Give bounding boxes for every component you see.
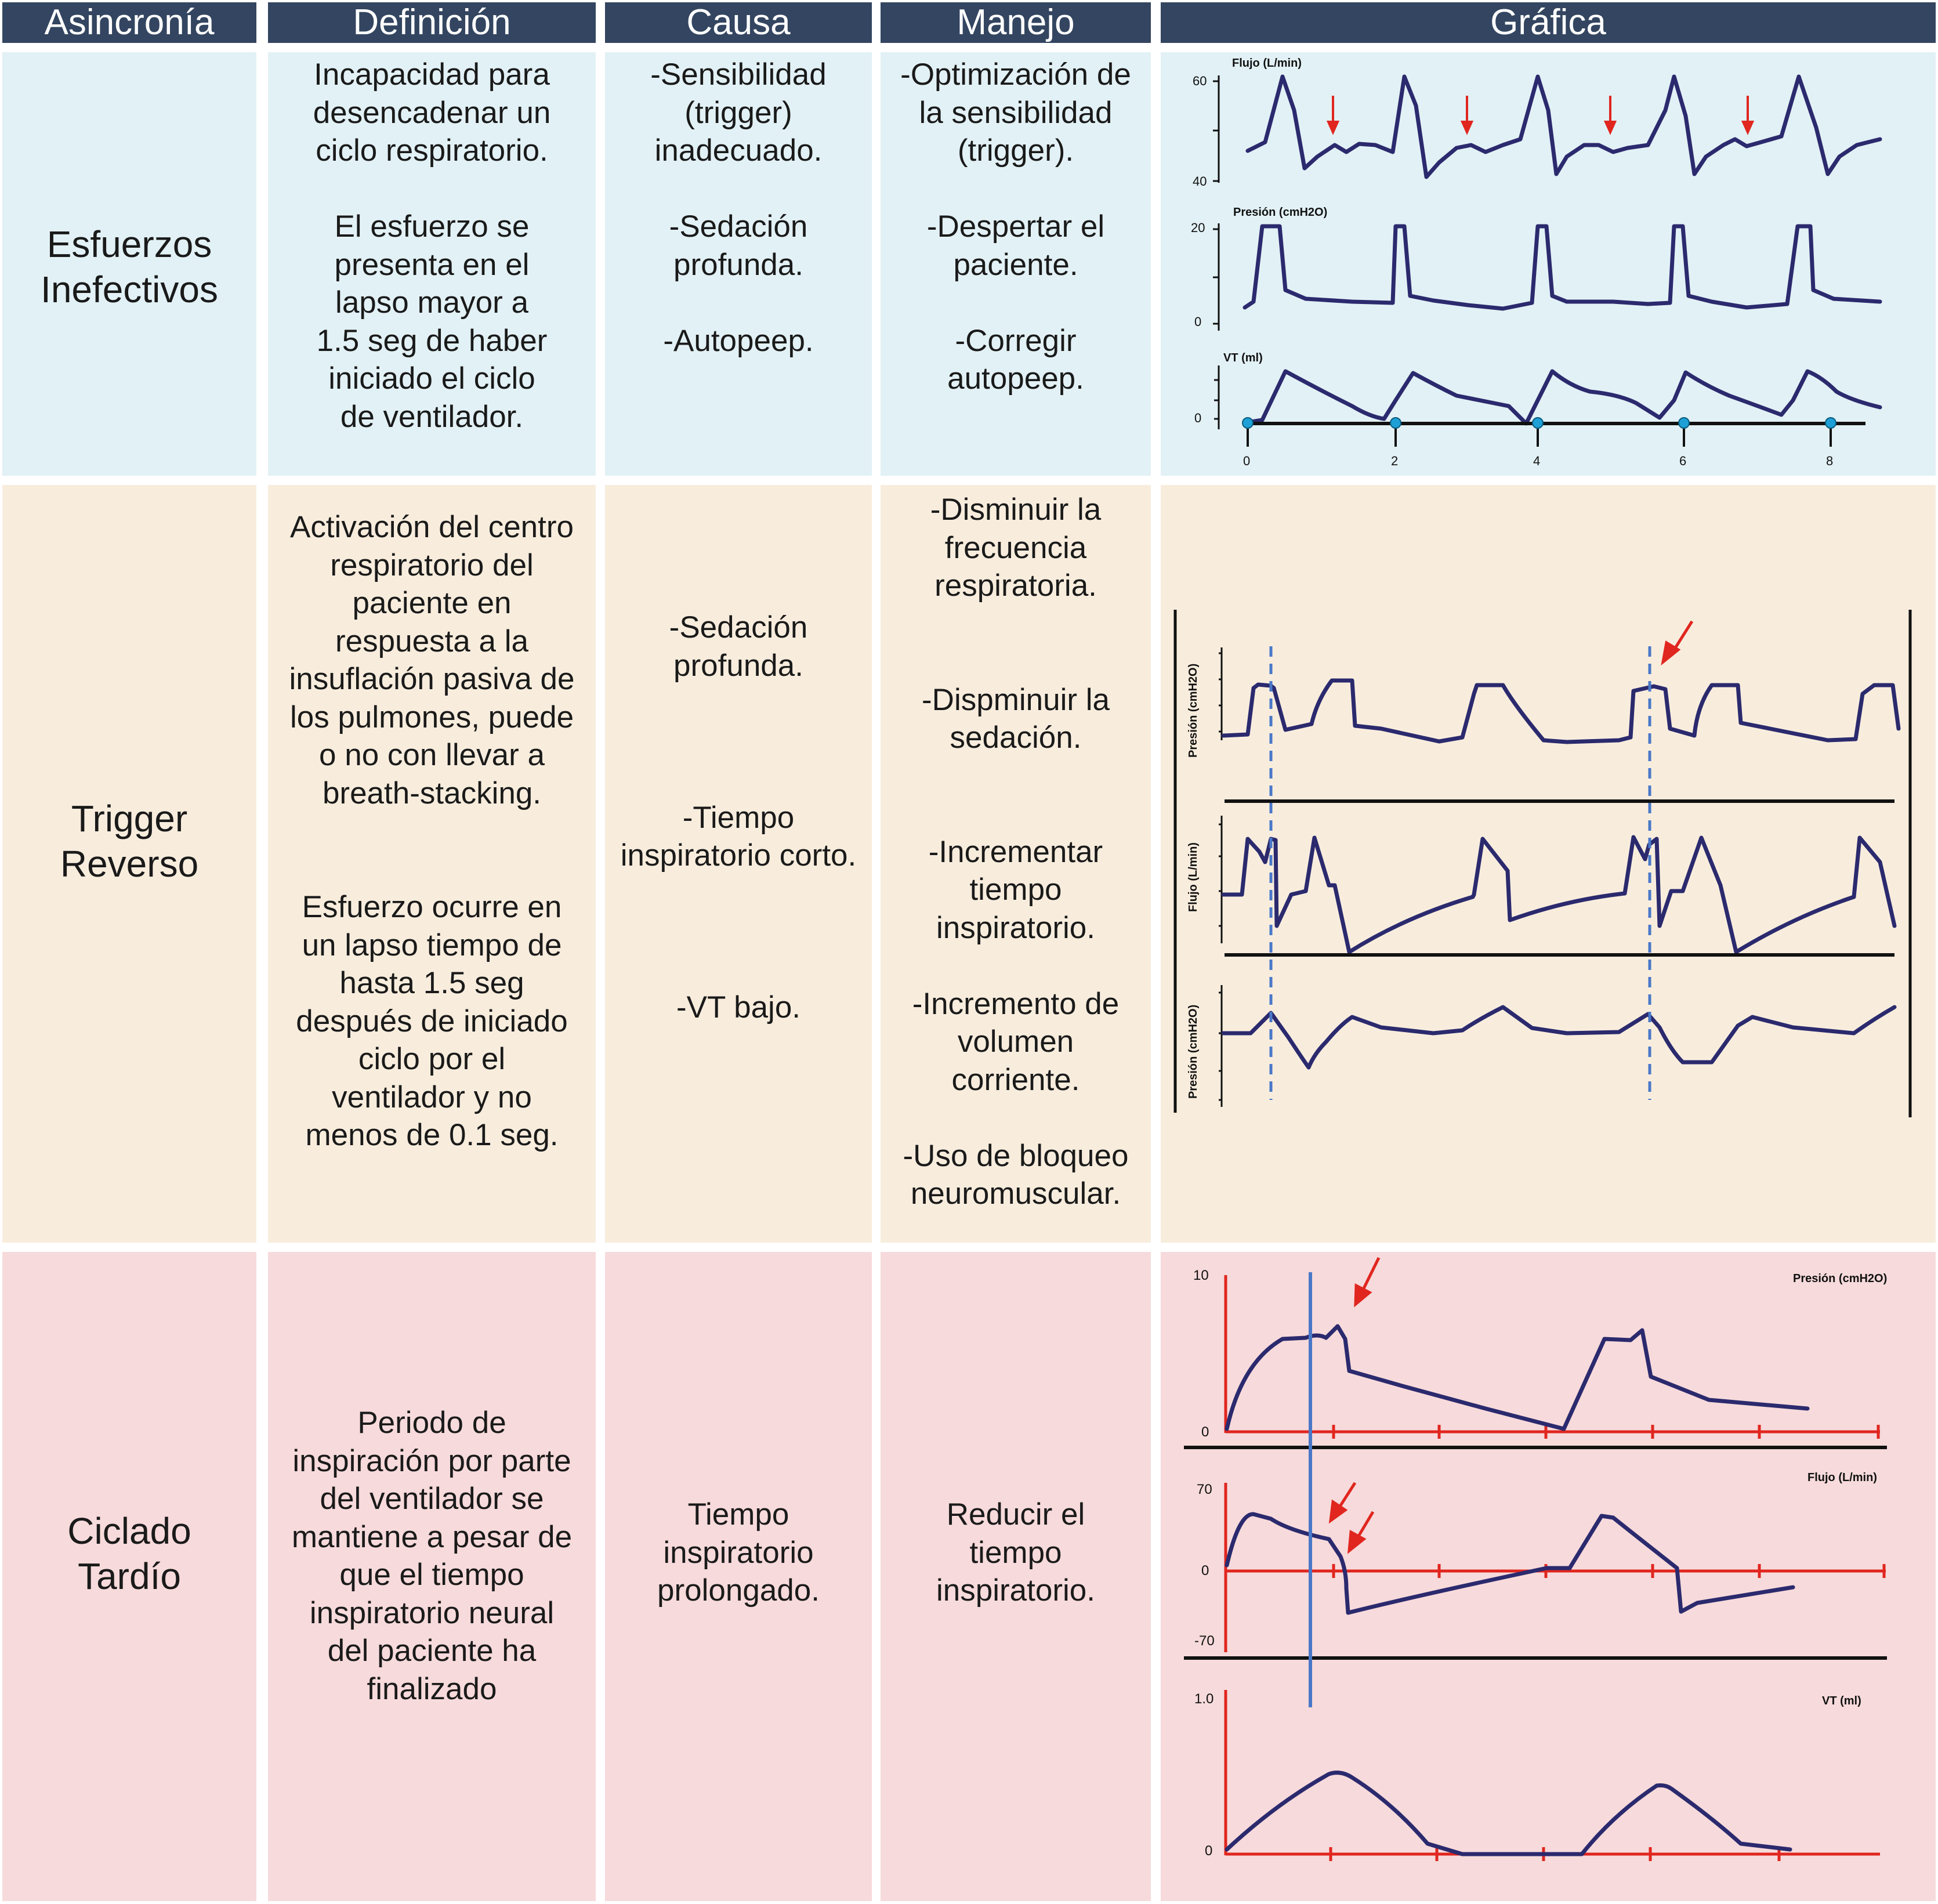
text-line: volumen (957, 1025, 1074, 1059)
text-line: inspiratorio neural (309, 1595, 555, 1630)
text-line: -Corregir (955, 323, 1077, 358)
text-line: respuesta a la (335, 624, 528, 658)
text-line: (trigger). (957, 133, 1074, 168)
row3-pressure-tick: 0 (1201, 1424, 1209, 1440)
row3-flow-tick: -70 (1194, 1633, 1215, 1649)
row1-name-cell (2, 52, 256, 476)
text-line: neuromuscular. (910, 1177, 1121, 1211)
trigger-dot (1825, 418, 1836, 428)
row1-x-tick: 6 (1679, 454, 1687, 468)
row1-pressure-tick: 20 (1191, 220, 1205, 235)
line-gap (605, 284, 872, 322)
line-gap (881, 170, 1151, 208)
row1-name-line: Inefectivos (41, 269, 218, 310)
row2-definicion (268, 508, 596, 1154)
row1-x-tick: 8 (1826, 454, 1834, 468)
row2-red-arrow (1663, 621, 1692, 662)
row2-pressure-wave (1223, 680, 1899, 742)
row1-vt-wave (1248, 371, 1880, 423)
text-line: -Sedación (669, 209, 808, 244)
text-line: (trigger) (684, 95, 792, 130)
text-line: ciclo respiratorio. (316, 133, 548, 168)
line-gap (268, 170, 596, 208)
red-arrow-head (1349, 1532, 1364, 1551)
red-arrow-head (1462, 122, 1472, 132)
row1-name (2, 222, 256, 312)
text-line: de ventilador. (340, 399, 524, 434)
text-line: Reducir el (946, 1497, 1085, 1532)
line-gap (268, 850, 596, 889)
row3-definicion (268, 1404, 596, 1708)
line-gap (605, 685, 872, 723)
text-line: Periodo de (357, 1406, 506, 1440)
text-line: presenta en el (334, 247, 530, 282)
row2-definicion-cell (268, 485, 596, 1243)
line-gap (605, 875, 872, 913)
row1-definicion (268, 56, 596, 436)
row1-pressure-wave (1245, 226, 1880, 309)
text-line: un lapso tiempo de (302, 928, 562, 962)
text-line: Activación del centro (289, 510, 574, 544)
text-line: los pulmones, puede (289, 700, 574, 734)
red-arrow-head (1328, 122, 1338, 132)
text-line: -Disminuir la (930, 493, 1102, 527)
row2-flow-label: Flujo (L/min) (1187, 842, 1200, 912)
trigger-dot (1390, 418, 1401, 428)
row1-manejo-cell (881, 52, 1151, 476)
row2-name-line: Trigger (71, 798, 188, 839)
line-gap (605, 761, 872, 799)
row1-chart (1161, 52, 1936, 476)
text-line: -Dispminuir la (922, 682, 1110, 717)
line-gap (881, 1099, 1151, 1137)
text-line: inspiratorio (663, 1535, 814, 1570)
text-line: inadecuado. (654, 133, 823, 168)
row3-red-arrows (1331, 1258, 1379, 1551)
text-line: iniciado el ciclo (328, 361, 535, 396)
row2-name (2, 796, 256, 886)
red-arrow-head (1606, 122, 1615, 132)
text-line: tiempo (969, 1535, 1062, 1570)
text-line: respiratorio del (330, 548, 534, 582)
line-gap (881, 947, 1151, 985)
row3-flow-tick: 70 (1197, 1482, 1212, 1497)
trigger-dot (1243, 418, 1253, 428)
row2-causa-cell (605, 485, 872, 1243)
header-asincronia: Asincronía (2, 2, 256, 43)
row3-name-line: Ciclado (67, 1510, 191, 1552)
row3-vt-wave (1227, 1773, 1790, 1854)
text-line: después de iniciado (296, 1004, 568, 1038)
text-line: inspiratorio. (936, 910, 1095, 945)
row3-causa (605, 1496, 872, 1610)
trigger-dot (1533, 418, 1543, 428)
text-line: El esfuerzo se (334, 209, 530, 244)
red-arrow-head (1743, 122, 1752, 132)
row1-grafica-cell (1161, 52, 1936, 476)
text-line: ciclo por el (358, 1042, 506, 1076)
header-manejo: Manejo (881, 2, 1151, 43)
row3-chart (1161, 1252, 1936, 1901)
text-line: -Incrementar (928, 834, 1103, 869)
red-arrow-head (1331, 1502, 1345, 1521)
text-line: ventilador y no (332, 1080, 532, 1114)
row1-x-tick: 0 (1243, 454, 1251, 468)
row1-x-tick: 4 (1533, 454, 1541, 468)
row2-flow-wave (1223, 837, 1894, 952)
line-gap (605, 951, 872, 989)
row2-grafica-cell (1161, 485, 1936, 1243)
row3-name-cell (2, 1252, 256, 1901)
line-gap (881, 757, 1151, 795)
row2-muscle-wave (1223, 1007, 1894, 1067)
text-line: corriente. (951, 1062, 1080, 1097)
text-line: paciente en (352, 586, 512, 620)
text-line: -Autopeep. (663, 323, 814, 358)
text-line: tiempo (969, 873, 1062, 907)
line-gap (881, 643, 1151, 681)
row1-causa-cell (605, 52, 872, 476)
row3-vt-label: VT (ml) (1822, 1695, 1861, 1707)
row3-vt-tick: 0 (1205, 1843, 1213, 1859)
text-line: Incapacidad para (314, 57, 550, 92)
row1-manejo (881, 56, 1151, 398)
row2-manejo (881, 491, 1151, 1213)
row1-flow-tick: 40 (1193, 174, 1207, 189)
text-line: -Tiempo (682, 800, 795, 835)
row3-causa-cell (605, 1252, 872, 1901)
header-grafica: Gráfica (1161, 2, 1936, 43)
text-line: inspiratorio corto. (620, 838, 857, 873)
row2-name-line: Reverso (60, 843, 199, 885)
text-line: la sensibilidad (919, 95, 1113, 130)
text-line: del ventilador se (320, 1482, 544, 1516)
text-line: menos de 0.1 seg. (305, 1118, 559, 1152)
text-line: del paciente ha (327, 1634, 537, 1668)
line-gap (881, 795, 1151, 833)
row2-muscle-label: Presión (cmH2O) (1187, 1004, 1200, 1099)
row1-causa (605, 56, 872, 360)
text-line: -Optimización de (900, 57, 1131, 92)
header-causa: Causa (605, 2, 872, 43)
row2-causa (605, 609, 872, 1027)
text-line: respiratoria. (934, 569, 1097, 603)
row1-vt-label: VT (ml) (1223, 352, 1263, 364)
row1-flow-wave (1248, 77, 1880, 177)
text-line: -Incremento de (912, 986, 1120, 1021)
text-line: que el tiempo (339, 1558, 524, 1592)
text-line: autopeep. (947, 361, 1084, 396)
text-line: profunda. (673, 648, 803, 683)
line-gap (881, 605, 1151, 643)
text-line: inspiratorio. (936, 1573, 1095, 1608)
row1-pressure-tick: 0 (1194, 314, 1202, 329)
row3-grafica-cell (1161, 1252, 1936, 1901)
row2-pressure-label: Presión (cmH2O) (1187, 663, 1200, 758)
row3-manejo (881, 1496, 1151, 1610)
row3-name-line: Tardío (78, 1555, 181, 1597)
row1-x-tick: 2 (1391, 454, 1399, 468)
row1-definicion-cell (268, 52, 596, 476)
text-line: sedación. (950, 721, 1082, 755)
row1-name-line: Esfuerzos (46, 223, 212, 265)
text-line: mantiene a pesar de (291, 1519, 573, 1554)
text-line: -VT bajo. (676, 990, 801, 1025)
text-line: Tiempo (687, 1497, 789, 1532)
text-line: prolongado. (657, 1573, 820, 1608)
text-line: hasta 1.5 seg (339, 966, 524, 1000)
row1-pressure-label: Presión (cmH2O) (1233, 206, 1328, 219)
text-line: profunda. (673, 247, 803, 282)
text-line: -Despertar el (926, 209, 1105, 244)
row3-flow-tick: 0 (1201, 1563, 1209, 1579)
text-line: inspiración por parte (292, 1443, 571, 1478)
text-line: breath-stacking. (322, 776, 542, 810)
text-line: paciente. (953, 247, 1078, 282)
line-gap (605, 913, 872, 951)
line-gap (605, 723, 872, 761)
row3-vt-tick: 1.0 (1194, 1691, 1214, 1707)
row3-pressure-tick: 10 (1193, 1268, 1209, 1283)
row1-flow-label: Flujo (L/min) (1232, 57, 1302, 70)
row3-manejo-cell (881, 1252, 1151, 1901)
red-arrow-head (1356, 1286, 1370, 1304)
text-line: 1.5 seg de haber (316, 323, 548, 358)
row3-pressure-label: Presión (cmH2O) (1793, 1272, 1888, 1285)
row3-name (2, 1508, 256, 1599)
row3-pressure-wave (1227, 1326, 1807, 1429)
text-line: lapso mayor a (335, 285, 528, 320)
row2-name-cell (2, 485, 256, 1243)
text-line: finalizado (367, 1671, 497, 1706)
row3-definicion-cell (268, 1252, 596, 1901)
text-line: -Sensibilidad (650, 57, 827, 92)
text-line: -Sedación (669, 610, 808, 645)
line-gap (881, 284, 1151, 322)
line-gap (268, 812, 596, 850)
text-line: -Uso de bloqueo (903, 1138, 1129, 1173)
text-line: insuflación pasiva de (289, 662, 575, 696)
text-line: Esfuerzo ocurre en (302, 890, 562, 924)
text-line: frecuencia (944, 530, 1087, 565)
header-definicion: Definición (268, 2, 596, 43)
row3-flow-label: Flujo (L/min) (1807, 1471, 1877, 1484)
row2-chart (1161, 485, 1936, 1243)
line-gap (605, 170, 872, 208)
text-line: o no con llevar a (319, 738, 545, 772)
row1-vt-tick: 0 (1194, 411, 1202, 425)
trigger-dot (1679, 418, 1689, 428)
text-line: desencadenar un (313, 95, 551, 130)
row1-flow-tick: 60 (1193, 74, 1207, 88)
row2-manejo-cell (881, 485, 1151, 1243)
